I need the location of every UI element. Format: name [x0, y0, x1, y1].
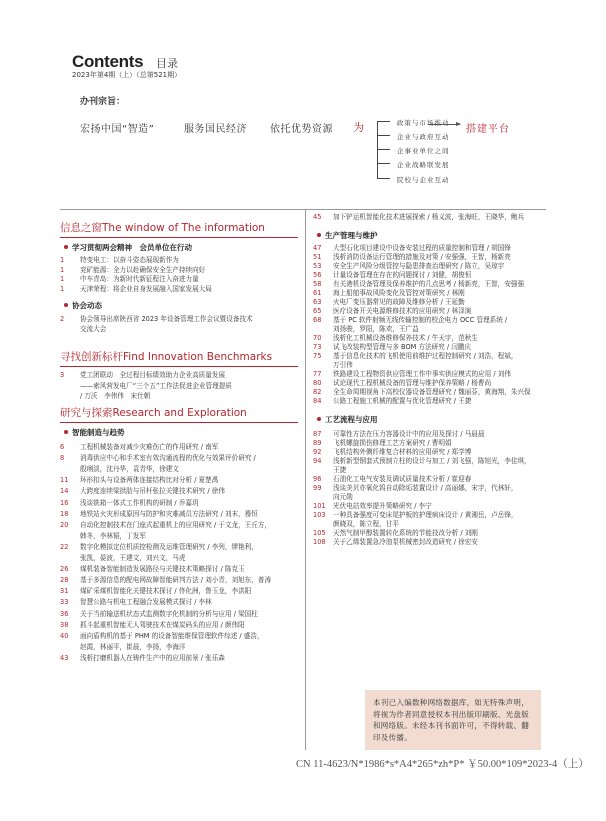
tenet-branch: 企业战略联发展 [397, 161, 450, 169]
page-number: 80 [313, 379, 322, 387]
entry-text: 大型石化项目建设中设备安装过程的质量控制和管理 / 胡国锋 [333, 244, 511, 252]
entry-list [313, 244, 553, 406]
entry-text: 浅析化工机械设备维修保养技术 / 牛天宇，范秋生 [333, 334, 478, 342]
page-number: 43 [60, 653, 69, 662]
toc-entry [313, 213, 524, 222]
toc-entry [313, 430, 484, 439]
page-number: 53 [313, 262, 322, 270]
page-number: 105 [313, 529, 326, 537]
entry-text: 协会领导出席陕西省 2023 年设备管理工作会议暨设备技术 [80, 315, 253, 323]
entry-text: 光伏电站效率提升策略研究 / 李宁 [333, 502, 432, 510]
entry-text: 医疗设备开关电源维修技术的应用研究 / 林泽演 [333, 307, 472, 315]
page-number: 58 [313, 280, 322, 288]
page-number: 65 [313, 307, 322, 315]
toc-entry [313, 484, 517, 493]
entry-text: 王捷 [333, 466, 347, 474]
toc-entry [313, 343, 471, 352]
entry-text: 飞机结构外侧纤维复合材料的应用研究 / 郑学博 [333, 448, 472, 456]
toc-entry [60, 454, 256, 463]
entry-text: 可靠性方法在压力容器设计中的应用及探讨 / 马晨晨 [333, 430, 485, 438]
entry-text: 天然气制甲醇装置转化系统的节能技改分析 / 刘刚 [333, 529, 478, 537]
page-number: 99 [313, 484, 322, 492]
page-number: 40 [60, 631, 69, 640]
toc-entry [313, 307, 471, 316]
entry-text: 飞机螺旋损伤修理工艺方案研究 / 曹明娟 [333, 439, 452, 447]
toc-entry [313, 439, 452, 448]
entry-text: 特变电工：以奋斗姿态展现新作为 [80, 256, 179, 264]
entry-text: 党工团联动 全过程目标绩效助力企业高质量发展 [80, 371, 226, 379]
page-number: 47 [313, 244, 322, 252]
entry-text: 公路工程施工机械的配置与优化管理研究 / 王捷 [333, 397, 472, 405]
entry-text: 煤矿采煤机智能化关键技术探讨 / 佟化洲，鲁玉龙，李洪阳 [80, 587, 252, 596]
entry-list [60, 256, 298, 294]
issue-number: 2023年第4期（上）（总第521期） [72, 71, 182, 79]
slogan-part-1: 宏扬中国“智造” [80, 124, 155, 135]
toc-entry [313, 325, 419, 334]
entry-text: 铁路建设工程物资供应管理工作中事实供应模式的应用 / 刘伟 [333, 370, 511, 378]
entry-text: 万引伟 [333, 361, 353, 369]
entry-text: 兖矿能源：全力以赴确保安全生产持续向好 [80, 265, 206, 274]
entry-text: 煤机装备智能制造发展路径与关键技术策略探讨 / 陈克玉 [80, 565, 245, 574]
toc-entry [313, 520, 399, 529]
toc-entry [313, 502, 432, 511]
toc-entry [60, 565, 245, 574]
entry-text: 计量设备管理在存在的问题探讨 / 刘健，胡俊恒 [333, 271, 472, 279]
page-number: 75 [313, 352, 322, 360]
tenet-branch: 政策与市场推动 [397, 119, 450, 127]
entry-text: 安全生产风险分级管控与隐患排查治理研究 / 陈立，吴琼宇 [333, 262, 505, 270]
toc-entry [60, 576, 271, 585]
entry-text: 向元勋 [333, 493, 353, 501]
page-number: 22 [60, 542, 69, 551]
entry-text: 石油化工电气安装及调试质量技术分析 / 崔迎春 [333, 475, 472, 483]
toc-entry [60, 643, 186, 652]
toc-entry [313, 298, 465, 307]
toc-entry [313, 271, 471, 280]
page-number: 38 [60, 620, 69, 629]
page-number: 1 [60, 284, 65, 293]
entry-text: 地铁站火灾形成原因与防护和灾难减员方法研究 / 刘末，蓦恒 [80, 509, 258, 518]
entry-text: ——索风营发电厂“三个五”工作法促进企业管理提质 [80, 381, 232, 390]
page-number: 8 [60, 454, 65, 463]
subsection-title: 工艺流程与应用 [317, 414, 553, 425]
page-number: 2 [60, 315, 65, 323]
entry-list [313, 213, 553, 222]
toc-entry [60, 476, 218, 485]
toc-entry [60, 598, 212, 607]
page-number: 94 [313, 457, 322, 465]
toc-entry [313, 475, 471, 484]
entry-text: 基于信息化技术的飞机使用前维护过程控制研究 / 刘浩，程斌， [333, 352, 518, 360]
copyright-notice: 本刊已入编数种网络数据库，如无特殊声明，将视为作者同意授权本刊出版印刷版、光盘版和网络版。未经本刊书面许可，不得转载、翻印及传播。 [365, 690, 541, 750]
entry-text: 全生命周期视角下高校仪器设备管理研究 / 魏丽芬，黄海翔，朱兴保 [333, 388, 531, 396]
entry-text: 数字化模拟定位机质控检测及运维管理研究 / 李列，缪艳利， [80, 542, 258, 551]
toc-entry [60, 371, 225, 380]
toc-entry [60, 532, 146, 541]
toc-entry [313, 388, 531, 397]
toc-entry [313, 448, 471, 457]
toc-entry [60, 554, 186, 563]
page-number: 77 [313, 370, 322, 378]
entry-text: 大跨度连续梁拱肋与吊杆张拉关键技术研究 / 徐伟 [80, 487, 225, 496]
toc-entry [60, 392, 150, 401]
toc-entry [60, 275, 199, 284]
entry-text: 工程机械装备对减少灾难伤亡的作用研究 / 南军 [80, 443, 219, 451]
toc-entry [60, 266, 205, 275]
page-number: 1 [60, 256, 65, 264]
section-rule [60, 422, 298, 423]
section-title: 研究与探索Research and Exploration [60, 407, 247, 419]
page-number: 73 [313, 343, 322, 351]
page-number: 61 [313, 289, 322, 297]
page-number: 14 [60, 487, 69, 496]
divider [60, 209, 546, 210]
toc-entry [313, 262, 504, 271]
page-number: 28 [60, 576, 69, 585]
page-number: 103 [313, 511, 326, 519]
entry-text: 抓斗起重机智能无人驾驶技术在煤炭码头的应用 / 颜伟阳 [80, 620, 245, 629]
page-number: 11 [60, 476, 69, 485]
page-number: 6 [60, 443, 65, 451]
entry-text: 试飞改装构型管理与多 BOM 方法研究 / 闫鹏庆 [333, 343, 471, 351]
toc-entry [60, 499, 199, 508]
contents-title: Contents [72, 52, 144, 71]
entry-text: 浅析新型钢套式预制立柱的设计与加工 / 刘飞强，陈旭光，李佳琪， [333, 457, 531, 465]
entry-text: 天津荣程：将企业自身发展融入国家发展大局 [80, 284, 212, 293]
publication-code: CN 11-4623/N*1986*s*A4*265*zh*P* ￥50.00*109*2023-4（上） [296, 759, 589, 770]
toc-entry [313, 538, 478, 547]
entry-text: 浅谈铣箱一体式工作机构的研制 / 乔嘉玥 [80, 498, 199, 507]
toc-entry [313, 253, 511, 262]
toc-entry [313, 244, 511, 253]
toc-entry [313, 352, 517, 361]
entry-text: 火电厂变压器常见的故障及维修分析 / 王延勤 [333, 298, 465, 306]
tenet-branch: 企事业单位之间 [397, 147, 450, 155]
subsection-title: 学习贯彻两会精神 会员单位在行动 [64, 242, 298, 253]
toc-entry [60, 315, 253, 324]
tenet-branch: 院校与企业互动 [397, 176, 450, 184]
toc-entry [60, 256, 179, 265]
entry-text: 消毒供应中心和手术室有效沟通流程的优化与效果评价研究 / [80, 454, 256, 463]
toc-entry [60, 325, 106, 334]
contents-title-cn: 目录 [156, 57, 178, 70]
page-number: 1 [60, 275, 65, 283]
toc-entry [313, 379, 491, 388]
toc-entry [313, 493, 353, 502]
entry-list [60, 315, 298, 335]
entry-text: 面向盾构机的基于 PHM 的设备智能维保管理软件综述 / 盛浩， [80, 631, 264, 640]
entry-text: 赵霞，林丽平，崔晨，李扬，李海洋 [80, 642, 186, 651]
subsection-title: 生产管理与维护 [317, 230, 553, 241]
entry-list [60, 371, 298, 401]
tenet-branch: 企业与政府互动 [397, 133, 450, 141]
subsection-title: 智能制造与趋势 [64, 427, 298, 438]
toc-entry [313, 397, 471, 406]
subsection-title: 协会动态 [64, 300, 298, 311]
entry-text: 颜晓双，陈立程，甘平 [333, 520, 399, 528]
entry-text: / 万沃 李伟伟 宋仕朝 [80, 392, 151, 400]
entry-text: 基于多源信息的配电网故障智能研判方法 / 刘小青，刘旭东，普涛 [80, 576, 272, 585]
entry-text: 有关港机设备管理及保养维护的几点思考 / 杨新亮，王智，安强强 [333, 280, 525, 288]
entry-text: 关于当前输送机状态式监测数字化机制的分析与应用 / 梁国柱 [80, 609, 258, 618]
entry-text: 环形扣头与设备两体连接结构比对分析 / 夏楚禹 [80, 476, 219, 485]
page-number: 33 [60, 598, 69, 607]
entry-list [60, 443, 298, 673]
entry-text: 海上船舶事故风险变化及管控对策研究 / 林刚 [333, 289, 465, 297]
page-number: 36 [60, 609, 69, 618]
page-number: 70 [313, 334, 322, 342]
toc-entry [60, 621, 245, 630]
page-number: 16 [60, 498, 69, 507]
page-number: 3 [60, 371, 65, 379]
entry-text: 基于 PC 软件射频无线传输控制的校企电力 OCC 管理系统 / [333, 316, 508, 324]
toc-entry [313, 280, 524, 289]
entry-text: 加下铲运机智能化技术进展探索 / 杨义波，张海旺，王晓华，鲍兵 [333, 213, 525, 221]
toc-entry [60, 521, 271, 530]
page-number: 92 [313, 448, 322, 456]
toc-entry [313, 466, 346, 475]
tenet-label: 办刊宗旨： [80, 97, 126, 107]
entry-text: 试论现代工程机械设备的管理与维护保养策略 / 杨曹尚 [333, 379, 492, 387]
slogan-part-3: 依托优势资源 [270, 124, 333, 135]
page-number: 96 [313, 475, 322, 483]
entry-text: 浅析消防设备运行管理的措施及对策 / 安强强，王智，杨新亮 [333, 253, 511, 261]
toc-entry [313, 511, 517, 520]
platform-text: 搭建平台 [466, 124, 510, 135]
entry-text: 自动化控制技术在门座式起重机上的应用研究 / 于文龙，王丘方， [80, 520, 272, 529]
page-number: 108 [313, 538, 326, 546]
toc-entry [60, 632, 263, 641]
toc-entry [313, 316, 507, 325]
arrow-icon [428, 124, 460, 125]
page-number: 89 [313, 439, 322, 447]
entry-text: 关于乙烯装置急冷油泵机械密封改造研究 / 徐宏安 [333, 538, 478, 546]
entry-text: 浅析打磨机器人在铸件生产中的应用前景 / 张乐森 [80, 653, 225, 662]
page-number: 26 [60, 565, 69, 574]
page-number: 87 [313, 430, 322, 438]
entry-list [313, 430, 553, 556]
section-rule [60, 237, 298, 238]
toc-entry [313, 334, 478, 343]
toc-entry [60, 587, 251, 596]
toc-entry [60, 510, 258, 519]
entry-text: 智慧公路与机电工程融合发展模式探讨 / 李林 [80, 598, 212, 607]
toc-entry [313, 370, 511, 379]
entry-text: 殷琍淡，沈丹华，袁青华，徐建文 [80, 465, 179, 474]
entry-text: 中车青岛：为新时代新征程注入奋进力量 [80, 275, 199, 283]
slogan-part-4: 为 [353, 121, 365, 134]
toc-entry [60, 382, 232, 391]
left-column [60, 220, 298, 673]
toc-entry [60, 465, 179, 474]
toc-entry [313, 457, 531, 466]
page-number: 1 [60, 265, 65, 274]
tenet-bracket [377, 121, 390, 179]
page-number: 45 [313, 213, 322, 221]
toc-entry [60, 443, 218, 452]
section-rule [60, 366, 298, 367]
entry-text: 一种具备强度可变床尾护板的护理病床设计 / 黄湘岳，卢岳锋， [333, 511, 518, 519]
page-number: 82 [313, 388, 322, 396]
toc-entry [313, 361, 353, 370]
toc-entry [313, 529, 478, 538]
column-divider [305, 210, 306, 750]
entry-text: 刘扬骏，罗阳，陈欢，王广益 [333, 325, 419, 333]
toc-entry [60, 654, 225, 663]
entry-text: 浅谈美贝亦氧化钨自动除垢装置设计 / 高丽娜，宋宇，代林轩， [333, 484, 518, 492]
section-title: 信息之窗The window of The information [60, 222, 265, 234]
page-number: 63 [313, 298, 322, 306]
toc-entry [60, 285, 212, 294]
section-title: 寻找创新标杆Find Innovation Benchmarks [60, 351, 273, 363]
entry-text: 张凯，晏波，王建文，刘兴文，马虎 [80, 554, 186, 562]
page-number: 31 [60, 587, 69, 596]
toc-entry [60, 610, 258, 619]
toc-entry [60, 543, 258, 552]
page-number: 56 [313, 271, 322, 279]
page-number: 84 [313, 397, 322, 405]
toc-entry [60, 487, 225, 496]
entry-text: 交流大会 [80, 325, 107, 333]
slogan-part-2: 服务国民经济 [184, 124, 247, 135]
page-number: 68 [313, 316, 322, 324]
page-number: 101 [313, 502, 326, 510]
right-column [313, 213, 553, 556]
page-number: 18 [60, 509, 69, 518]
page-number: 51 [313, 253, 322, 261]
toc-entry [313, 289, 465, 298]
page-number: 20 [60, 520, 69, 529]
entry-text: 韩冬，李林韬，丁发军 [80, 531, 146, 540]
